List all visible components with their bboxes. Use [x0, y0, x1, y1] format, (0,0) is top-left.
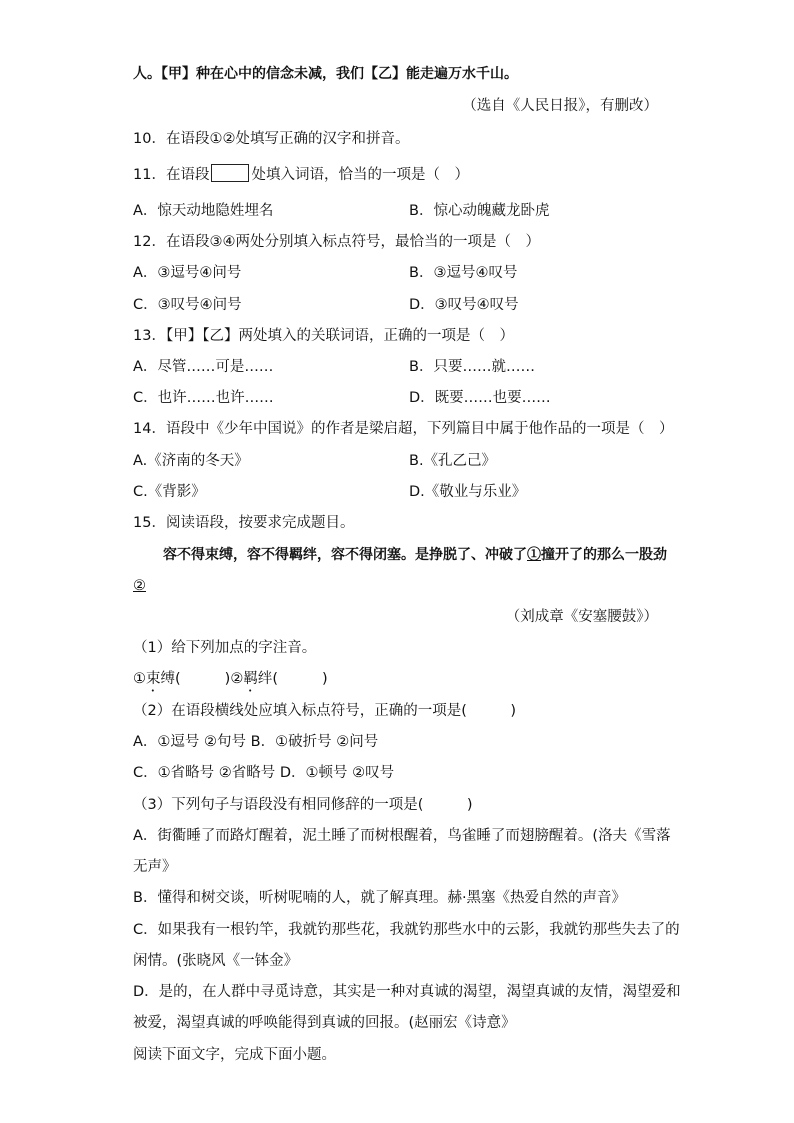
q12-option-a[interactable]: A．③逗号④问号 [133, 265, 242, 281]
question-15-3: （3）下列句子与语段没有相同修辞的一项是( ) [133, 797, 473, 813]
question-14: 14．语段中《少年中国说》的作者是梁启超，下列篇目中属于他作品的一项是（ ） [133, 421, 674, 437]
q14-option-a[interactable]: A.《济南的冬天》 [133, 453, 249, 469]
question-15: 15．阅读语段，按要求完成题目。 [133, 515, 355, 531]
blank-number-2: ② [133, 578, 146, 594]
question-15-1: （1）给下列加点的字注音。 [133, 640, 317, 656]
q12-option-b[interactable]: B．③逗号④叹号 [409, 265, 518, 281]
q15-2-options-cd[interactable]: C．①省略号 ②省略号 D．①顿号 ②叹号 [133, 765, 395, 781]
q12-option-c[interactable]: C．③叹号④问号 [133, 297, 242, 313]
q14-option-c[interactable]: C.《背影》 [133, 484, 206, 500]
question-13: 13．【甲】【乙】两处填入的关联词语，正确的一项是（ ） [133, 328, 514, 344]
answer-blank-box[interactable] [211, 164, 249, 182]
q13-option-a[interactable]: A．尽管……可是…… [133, 359, 274, 375]
dotted-char: 束 [146, 671, 161, 687]
q15-3-option-c-line2[interactable]: 闲情。(张晓风《一钵金》 [133, 953, 299, 969]
q15-passage-line1: 容不得束缚，容不得羁绊，容不得闭塞。是挣脱了、冲破了①撞开了的那么一股劲 [163, 547, 667, 563]
q15-2-options-ab[interactable]: A．①逗号 ②句号 B．①破折号 ②问号 [133, 734, 379, 750]
blank-number-1: ① [527, 547, 541, 563]
q15-3-option-a-line1[interactable]: A．街衢睡了而路灯醒着，泥土睡了而树根醒着，鸟雀睡了而翅膀醒着。(洛夫《雪落 [133, 828, 671, 844]
q15-3-option-d-line2[interactable]: 被爱，渴望真诚的呼唤能得到真诚的回报。(赵丽宏《诗意》 [133, 1015, 516, 1031]
blank-mark-a: 【甲】 [161, 66, 196, 82]
q14-option-d[interactable]: D.《敬业与乐业》 [409, 484, 527, 500]
q15-3-option-a-line2[interactable]: 无声》 [133, 859, 177, 875]
q15-1-items: ①束缚( )②羁绊( ) [133, 671, 328, 687]
passage-tail: 人。【甲】种在心中的信念未减，我们【乙】能走遍万水千山。 [133, 66, 518, 82]
source-note-1: （选自《人民日报》，有删改） [462, 98, 658, 114]
q15-3-option-b[interactable]: B．懂得和树交谈，听树呢喃的人，就了解真理。赫·黑塞《热爱自然的声音》 [133, 890, 627, 906]
q15-3-option-d-line1[interactable]: D．是的，在人群中寻觅诗意，其实是一种对真诚的渴望，渴望真诚的友情，渴望爱和 [133, 984, 681, 1000]
question-10: 10．在语段①②处填写正确的汉字和拼音。 [133, 131, 410, 147]
dotted-char: 羁 [243, 671, 258, 687]
question-12: 12．在语段③④两处分别填入标点符号，最恰当的一项是（ ） [133, 234, 540, 250]
reading-instruction: 阅读下面文字，完成下面小题。 [133, 1047, 336, 1063]
question-11: 11．在语段 处填入词语，恰当的一项是（ ） [133, 164, 469, 185]
blank-mark-b: 【乙】 [364, 66, 406, 82]
q11-option-a[interactable]: A．惊天动地隐姓埋名 [133, 203, 274, 219]
q15-3-option-c-line1[interactable]: C．如果我有一根钓竿，我就钓那些花，我就钓那些水中的云影，我就钓那些失去了的 [133, 922, 680, 938]
q13-option-b[interactable]: B．只要……就…… [409, 359, 535, 375]
q13-option-d[interactable]: D．既要……也要…… [409, 390, 551, 406]
q13-option-c[interactable]: C．也许……也许…… [133, 390, 274, 406]
q11-option-b[interactable]: B．惊心动魄藏龙卧虎 [409, 203, 550, 219]
q12-option-d[interactable]: D．③叹号④叹号 [409, 297, 519, 313]
source-note-2: （刘成章《安塞腰鼓》） [505, 609, 658, 625]
question-15-2: （2）在语段横线处应填入标点符号，正确的一项是( ) [133, 703, 517, 719]
q14-option-b[interactable]: B.《孔乙己》 [409, 453, 497, 469]
